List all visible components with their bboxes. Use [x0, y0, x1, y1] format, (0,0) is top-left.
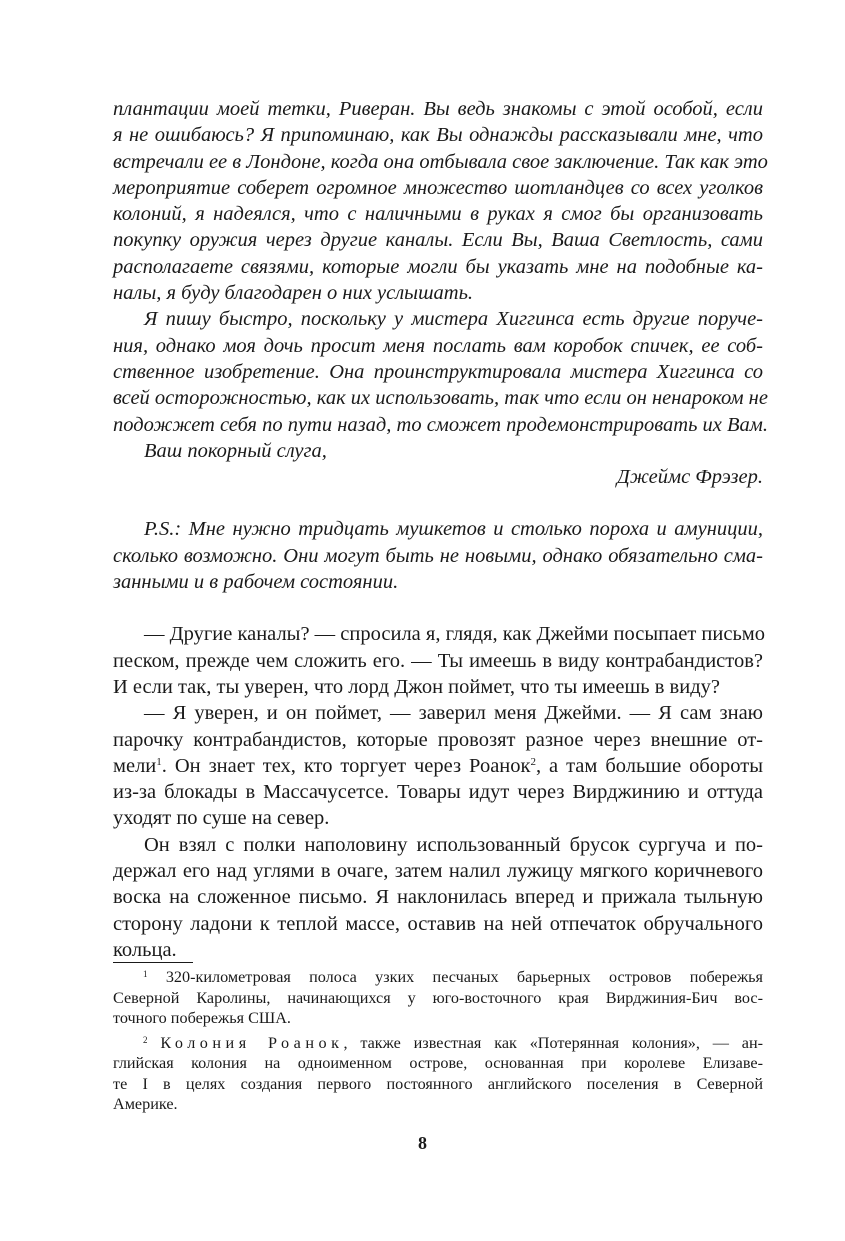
footnote-marker: 1	[143, 969, 148, 979]
text-fragment: 320-километровая полоса узких песчаных барьерных островов побережья	[165, 968, 763, 986]
text-line: плантации моей тетки, Риверан. Вы ведь знакомы с этой особой, если	[113, 98, 763, 120]
text-line: — Другие каналы? — спросила я, глядя, как Джейми посыпает письмо	[144, 623, 766, 646]
footnote-1	[113, 967, 763, 1029]
letter-postscript	[113, 516, 763, 595]
letter-closing: Ваш покорный слуга,	[144, 439, 327, 462]
text-line: держал его над углями в очаге, затем налил лужицу мягкого коричневого	[113, 860, 763, 883]
text-line: всей осторожностью, как их использовать, так что если он ненароком не	[113, 387, 768, 410]
letter-paragraph-2	[113, 306, 768, 437]
text-line: сторону ладони к теплой массе, оставив на ней отпечаток обручального	[113, 912, 763, 935]
footnotes	[113, 962, 763, 1115]
narrative-paragraph-3	[113, 832, 763, 963]
text-line: колоний, я надеялся, что с наличными в руках я смог бы организовать	[113, 203, 763, 226]
text-fragment: . Он знает тех, кто торгует через Роанок	[161, 754, 531, 777]
footnote-ref-2[interactable]: 2	[530, 755, 536, 768]
footnote-term: Колония Роанок	[160, 1033, 344, 1052]
text-line: ния, однако моя дочь просит меня послать вам коробок спичек, ее соб-	[113, 334, 763, 357]
text-line: располагаете связями, которые могли бы указать мне на подобные ка-	[113, 255, 763, 278]
text-line: уходят по суше на север.	[113, 807, 330, 830]
text-line: мероприятие соберет огромное множество шотландцев со всех уголков	[113, 176, 763, 199]
footnote-line: Северной Каролины, начинающихся у юго-восточного края Вирджиния-Бич вос-	[113, 988, 763, 1007]
text-fragment: , также известная как «Потерянная колония», — ан-	[343, 1033, 764, 1052]
footnote-marker: 2	[143, 1034, 148, 1045]
text-line: Я пишу быстро, поскольку у мистера Хиггинса есть другие поруче-	[144, 308, 763, 331]
text-line: парочку контрабандистов, которые провозят разное через внешние от-	[113, 728, 763, 751]
text-line: налы, я буду благодарен о них услышать.	[113, 282, 474, 305]
text-line: подожжет себя по пути назад, то сможет продемонстрировать их Вам.	[113, 413, 768, 436]
page-body	[113, 96, 768, 963]
text-fragment: , а там большие обороты	[535, 754, 764, 777]
footnote-line: глийская колония на одноименном острове, основанная при королеве Елизаве-	[113, 1054, 763, 1072]
footnote-line: Америке.	[113, 1095, 178, 1113]
footnote-line: точного побережья США.	[113, 1009, 291, 1027]
narrative-paragraph-1	[113, 621, 766, 700]
footnote-line	[113, 967, 763, 988]
text-line: занными и в рабочем состоянии.	[113, 571, 399, 594]
text-line: И если так, ты уверен, что лорд Джон поймет, что ты имеешь в виду?	[113, 675, 720, 698]
narrative-paragraph-2	[113, 700, 763, 831]
footnote-divider	[113, 962, 193, 963]
text-line: ственное изобретение. Она проинструктировала мистера Хиггинса со	[113, 360, 763, 383]
text-line: встречали ее в Лондоне, когда она отбывала свое заключение. Так как это	[113, 150, 768, 173]
text-line: — Я уверен, и он поймет, — заверил меня Джейми. — Я сам знаю	[144, 702, 763, 725]
text-line	[113, 753, 763, 779]
text-line: песком, прежде чем сложить его. — Ты имеешь в виду контрабандистов?	[113, 649, 763, 672]
text-line: кольца.	[113, 938, 177, 961]
page-number: 8	[418, 1133, 427, 1153]
text-line: я не ошибаюсь? Я припоминаю, как Вы однажды рассказывали мне, что	[113, 124, 763, 147]
text-line: сколько возможно. Они могут быть не новыми, однако обязательно сма-	[113, 544, 763, 567]
text-fragment: мели	[113, 754, 157, 777]
footnote-line	[113, 1033, 763, 1054]
footnote-2	[113, 1033, 763, 1115]
text-line: Он взял с полки наполовину использованный брусок сургуча и по-	[144, 833, 763, 856]
text-line: покупку оружия через другие каналы. Если Вы, Ваша Светлость, сами	[113, 229, 763, 252]
text-line: P.S.: Мне нужно тридцать мушкетов и столько пороха и амуниции,	[144, 518, 763, 541]
letter-signature: Джеймс Фрэзер.	[616, 466, 763, 489]
footnote-line: те I в целях создания первого постоянного английского поселения в Северной	[113, 1074, 763, 1093]
letter-paragraph-1	[113, 96, 768, 306]
text-line: воска на сложенное письмо. Я наклонилась вперед и прижала тыльную	[113, 886, 763, 909]
footnote-ref-1[interactable]: 1	[156, 755, 162, 768]
text-line: из-за блокады в Массачусетсе. Товары идут через Вирджинию и оттуда	[113, 781, 763, 804]
